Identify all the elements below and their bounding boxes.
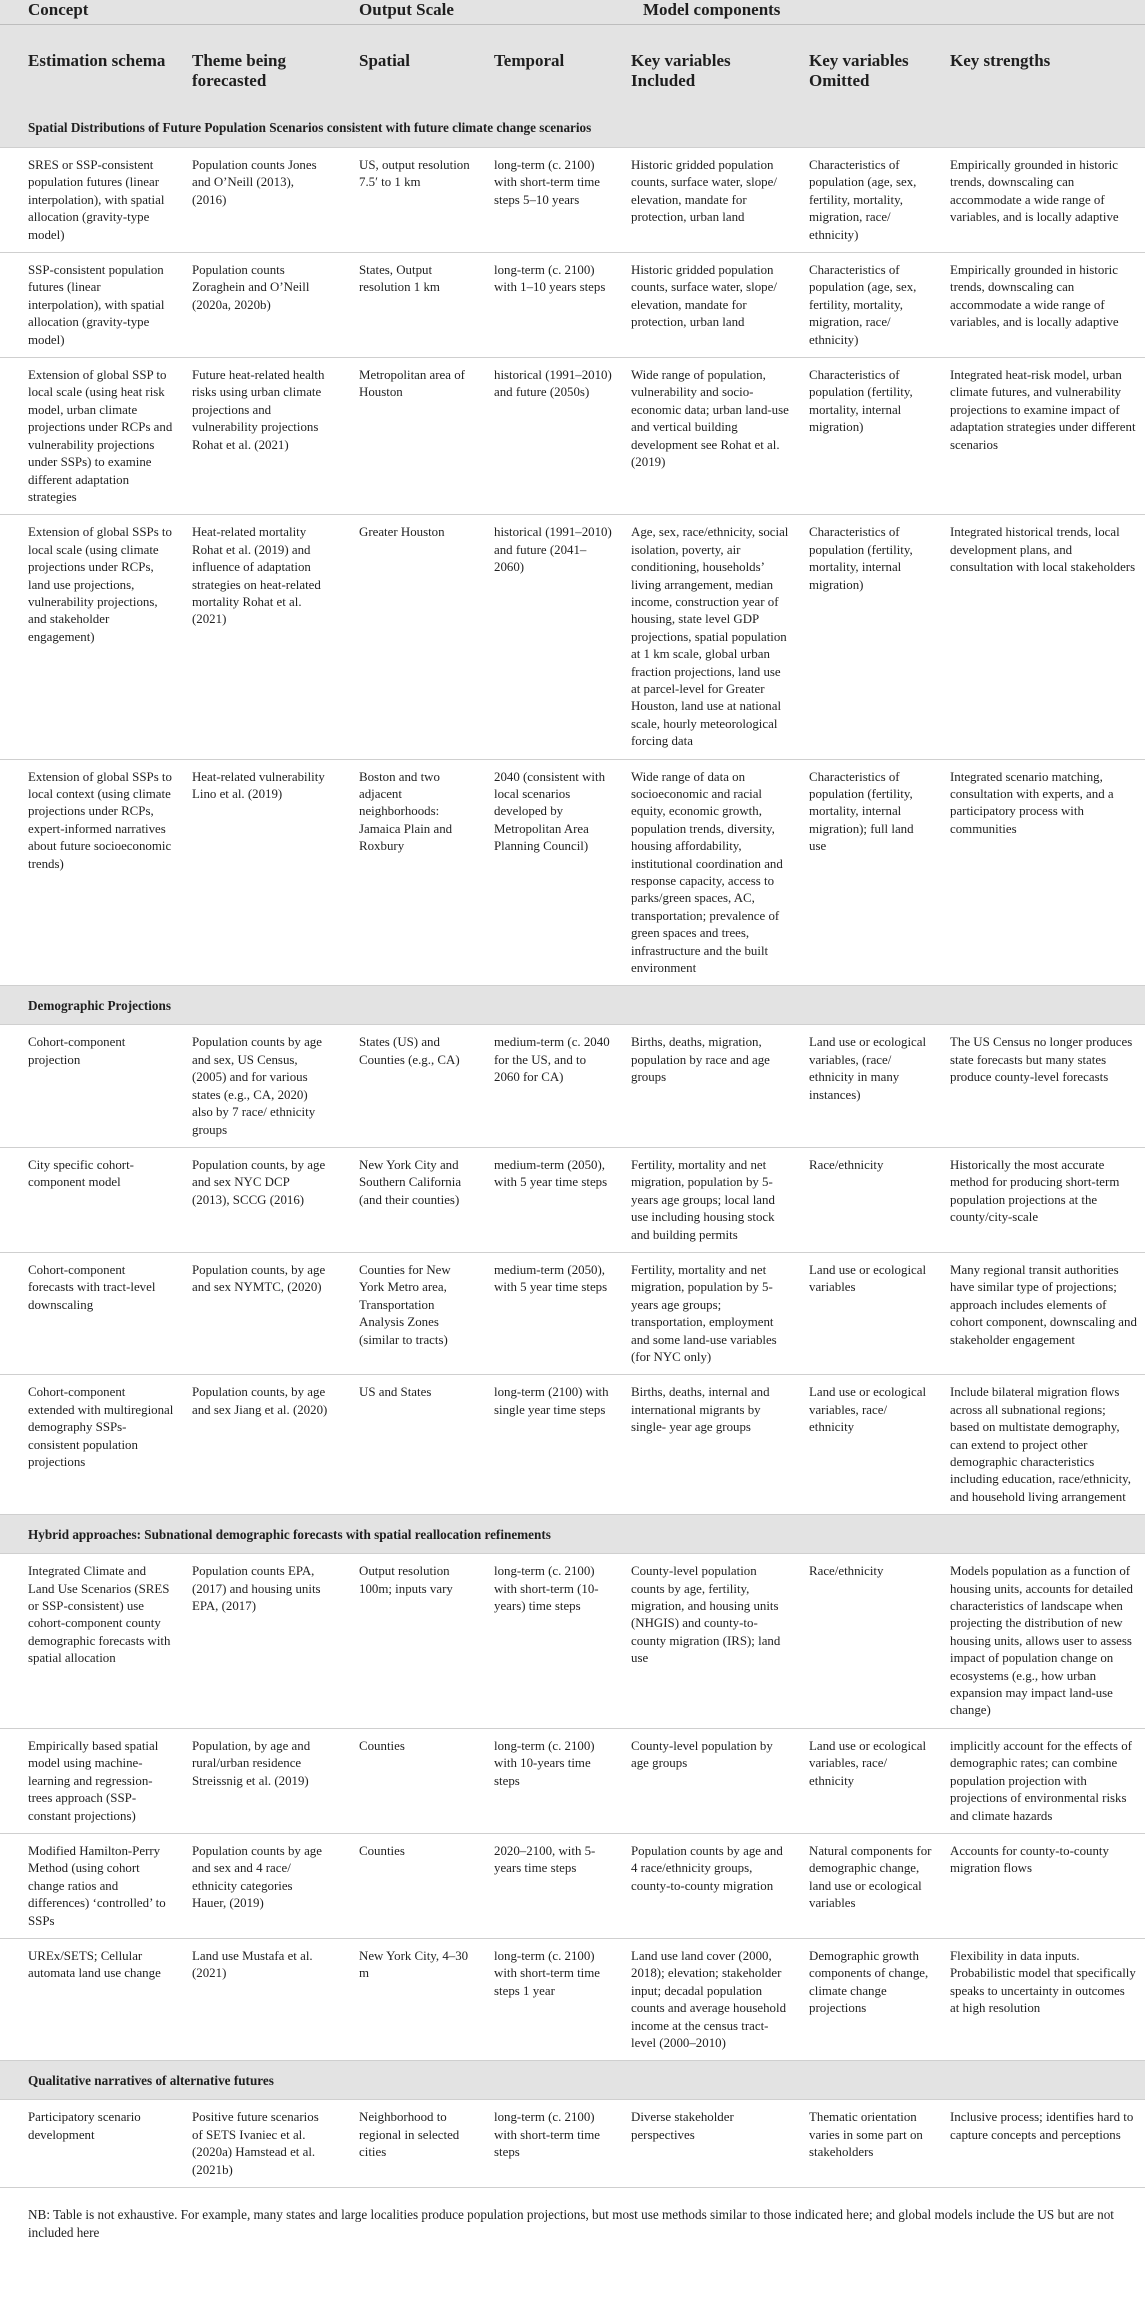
table-cell: Race/ethnicity bbox=[799, 1554, 940, 1729]
table-cell: City specific cohort-component model bbox=[0, 1147, 182, 1252]
table-cell: Characteristics of population (fertility, mortality, internal migration) bbox=[799, 358, 940, 515]
table-row bbox=[0, 1147, 1145, 1252]
table-row bbox=[0, 253, 1145, 358]
table-cell: Land use or ecological variables, race/ ethnicity bbox=[799, 1375, 940, 1515]
table-cell: New York City and Southern California (and their counties) bbox=[337, 1147, 484, 1252]
table-row bbox=[0, 2100, 1145, 2188]
table-row bbox=[0, 1252, 1145, 1374]
table-cell: Counties bbox=[337, 1728, 484, 1833]
table-cell: Integrated Climate and Land Use Scenarios (SRES or SSP-consistent) use cohort-component county demographic forecasts with spatial allocation bbox=[0, 1554, 182, 1729]
table-cell: Models population as a function of housing units, accounts for detailed characteristics of landscape when projecting the distribution of new housing units, allows user to assess impact of population change on ecosystems (e.g., how urban expansion may impact land-use change) bbox=[940, 1554, 1145, 1729]
table-cell: Greater Houston bbox=[337, 515, 484, 759]
table-cell: 2020–2100, with 5-years time steps bbox=[484, 1833, 621, 1938]
table-row bbox=[0, 515, 1145, 759]
table-cell: Land use or ecological variables, (race/ ethnicity in many instances) bbox=[799, 1025, 940, 1147]
column-header: Key variables Included bbox=[621, 25, 799, 110]
table-cell: Cohort-component forecasts with tract-level downscaling bbox=[0, 1252, 182, 1374]
section-title: Spatial Distributions of Future Population Scenarios consistent with future climate change scenarios bbox=[0, 109, 1145, 148]
table-cell: Extension of global SSP to local scale (using heat risk model, urban climate projections under RCPs and vulnerability projections under SSPs) to examine different adaptation strategies bbox=[0, 358, 182, 515]
table-cell: SRES or SSP-consistent population futures (linear interpolation), with spatial allocation (gravity-type model) bbox=[0, 148, 182, 253]
header-group-model-components: Model components bbox=[621, 0, 1145, 25]
table-row bbox=[0, 1938, 1145, 2060]
table-cell: Future heat-related health risks using urban climate projections and vulnerability projections Rohat et al. (2021) bbox=[182, 358, 337, 515]
table-row bbox=[0, 759, 1145, 986]
table-cell: Population counts by age and sex and 4 race/ ethnicity categories Hauer, (2019) bbox=[182, 1833, 337, 1938]
table-cell: Accounts for county-to-county migration flows bbox=[940, 1833, 1145, 1938]
table-cell: Participatory scenario development bbox=[0, 2100, 182, 2188]
table-cell: Wide range of population, vulnerability and socio-economic data; urban land-use and vertical building development see Rohat et al. (2019) bbox=[621, 358, 799, 515]
table-cell: Integrated heat-risk model, urban climate futures, and vulnerability projections to examine impact of adaptation strategies under different scenarios bbox=[940, 358, 1145, 515]
table-cell: medium-term (2050), with 5 year time steps bbox=[484, 1147, 621, 1252]
section-title: Demographic Projections bbox=[0, 986, 1145, 1025]
table-row bbox=[0, 1375, 1145, 1515]
section-header-row bbox=[0, 2061, 1145, 2100]
table-cell: Characteristics of population (fertility, mortality, internal migration); full land use bbox=[799, 759, 940, 986]
table-cell: Thematic orientation varies in some part on stakeholders bbox=[799, 2100, 940, 2188]
table-cell: County-level population counts by age, fertility, migration, and housing units (NHGIS) and county-to-county migration (IRS); land use bbox=[621, 1554, 799, 1729]
table-cell: US, output resolution 7.5′ to 1 km bbox=[337, 148, 484, 253]
table-cell: long-term (2100) with single year time steps bbox=[484, 1375, 621, 1515]
table-cell: Extension of global SSPs to local context (using climate projections under RCPs, expert-informed narratives about future socioeconomic trends) bbox=[0, 759, 182, 986]
table-body bbox=[0, 109, 1145, 2188]
table-cell: UREx/SETS; Cellular automata land use change bbox=[0, 1938, 182, 2060]
table-cell: Integrated historical trends, local development plans, and consultation with local stakeholders bbox=[940, 515, 1145, 759]
table-row bbox=[0, 148, 1145, 253]
table-cell: Population counts Jones and O’Neill (2013), (2016) bbox=[182, 148, 337, 253]
table-cell: Flexibility in data inputs. Probabilistic model that specifically speaks to uncertainty in outcomes at high resolution bbox=[940, 1938, 1145, 2060]
header-group-concept: Concept bbox=[0, 0, 337, 25]
table-cell: long-term (c. 2100) with short-term time steps 5–10 years bbox=[484, 148, 621, 253]
table-row bbox=[0, 1728, 1145, 1833]
table-cell: Land use land cover (2000, 2018); elevation; stakeholder input; decadal population counts and average household income at the census tract-level (2000–2010) bbox=[621, 1938, 799, 2060]
column-header: Temporal bbox=[484, 25, 621, 110]
table-cell: Age, sex, race/ethnicity, social isolation, poverty, air conditioning, households’ living arrangement, median income, construction year of housing, state level GDP projections, spatial population at 1 km scale, global urban fraction projections, land use at parcel-level for Greater Houston, land use at national scale, hourly meteorological forcing data bbox=[621, 515, 799, 759]
table-cell: Boston and two adjacent neighborhoods: Jamaica Plain and Roxbury bbox=[337, 759, 484, 986]
table-cell: Population counts by age and 4 race/ethnicity groups, county-to-county migration bbox=[621, 1833, 799, 1938]
section-header-row bbox=[0, 1515, 1145, 1554]
table-cell: Historically the most accurate method for producing short-term population projections at the county/city-scale bbox=[940, 1147, 1145, 1252]
table-cell: Include bilateral migration flows across all subnational regions; based on multistate demography, can extend to project other demographic characteristics including education, race/ethnicity, and household living arrangement bbox=[940, 1375, 1145, 1515]
table-cell: Population counts, by age and sex NYMTC, (2020) bbox=[182, 1252, 337, 1374]
section-header-row bbox=[0, 109, 1145, 148]
table-cell: Historic gridded population counts, surface water, slope/ elevation, mandate for protection, urban land bbox=[621, 148, 799, 253]
table-cell: Empirically based spatial model using machine-learning and regression-trees approach (SSP-constant projections) bbox=[0, 1728, 182, 1833]
table-row bbox=[0, 1554, 1145, 1729]
table-cell: Births, deaths, internal and international migrants by single- year age groups bbox=[621, 1375, 799, 1515]
table-cell: Modified Hamilton-Perry Method (using cohort change ratios and differences) ‘controlled’ to SSPs bbox=[0, 1833, 182, 1938]
table-cell: Land use Mustafa et al. (2021) bbox=[182, 1938, 337, 2060]
table-cell: Land use or ecological variables bbox=[799, 1252, 940, 1374]
table-cell: County-level population by age groups bbox=[621, 1728, 799, 1833]
table-cell: long-term (c. 2100) with 1–10 years steps bbox=[484, 253, 621, 358]
table-cell: New York City, 4–30 m bbox=[337, 1938, 484, 2060]
table-cell: Demographic growth components of change, climate change projections bbox=[799, 1938, 940, 2060]
table-row bbox=[0, 358, 1145, 515]
column-header: Key variables Omitted bbox=[799, 25, 940, 110]
table-cell: Integrated scenario matching, consultation with experts, and a participatory process with communities bbox=[940, 759, 1145, 986]
table-cell: Empirically grounded in historic trends, downscaling can accommodate a wide range of variables, and is locally adaptive bbox=[940, 148, 1145, 253]
table-cell: US and States bbox=[337, 1375, 484, 1515]
table-row bbox=[0, 1833, 1145, 1938]
table-cell: Empirically grounded in historic trends, downscaling can accommodate a wide range of variables, and is locally adaptive bbox=[940, 253, 1145, 358]
table-cell: 2040 (consistent with local scenarios developed by Metropolitan Area Planning Council) bbox=[484, 759, 621, 986]
table-cell: Land use or ecological variables, race/ ethnicity bbox=[799, 1728, 940, 1833]
table-header bbox=[0, 0, 1145, 109]
header-column-row bbox=[0, 25, 1145, 110]
table-cell: Population counts by age and sex, US Census, (2005) and for various states (e.g., CA, 2020) also by 7 race/ ethnicity groups bbox=[182, 1025, 337, 1147]
table-cell: Neighborhood to regional in selected cities bbox=[337, 2100, 484, 2188]
table-cell: Output resolution 100m; inputs vary bbox=[337, 1554, 484, 1729]
section-title: Qualitative narratives of alternative futures bbox=[0, 2061, 1145, 2100]
column-header: Theme being forecasted bbox=[182, 25, 337, 110]
table-cell: long-term (c. 2100) with short-term (10-years) time steps bbox=[484, 1554, 621, 1729]
section-title: Hybrid approaches: Subnational demographic forecasts with spatial reallocation refinements bbox=[0, 1515, 1145, 1554]
table-cell: Inclusive process; identifies hard to capture concepts and perceptions bbox=[940, 2100, 1145, 2188]
table-cell: SSP-consistent population futures (linear interpolation), with spatial allocation (gravity-type model) bbox=[0, 253, 182, 358]
table-cell: Historic gridded population counts, surface water, slope/ elevation, mandate for protection, urban land bbox=[621, 253, 799, 358]
table-cell: Population, by age and rural/urban residence Streissnig et al. (2019) bbox=[182, 1728, 337, 1833]
table-cell: Characteristics of population (age, sex, fertility, mortality, migration, race/ ethnicity) bbox=[799, 148, 940, 253]
table-cell: States, Output resolution 1 km bbox=[337, 253, 484, 358]
table-cell: Metropolitan area of Houston bbox=[337, 358, 484, 515]
table-cell: Positive future scenarios of SETS Ivaniec et al. (2020a) Hamstead et al. (2021b) bbox=[182, 2100, 337, 2188]
table-cell: implicitly account for the effects of demographic rates; can combine population projection with projections of environmental risks and climate hazards bbox=[940, 1728, 1145, 1833]
table-cell: Diverse stakeholder perspectives bbox=[621, 2100, 799, 2188]
column-header: Spatial bbox=[337, 25, 484, 110]
table-cell: Cohort-component extended with multiregional demography SSPs-consistent population projections bbox=[0, 1375, 182, 1515]
table-cell: Fertility, mortality and net migration, population by 5-years age groups; local land use including housing stock and building permits bbox=[621, 1147, 799, 1252]
table-cell: Population counts EPA, (2017) and housing units EPA, (2017) bbox=[182, 1554, 337, 1729]
table-cell: Population counts, by age and sex NYC DCP (2013), SCCG (2016) bbox=[182, 1147, 337, 1252]
table-cell: medium-term (2050), with 5 year time steps bbox=[484, 1252, 621, 1374]
table-cell: Extension of global SSPs to local scale (using climate projections under RCPs, land use projections, vulnerability projections, and stakeholder engagement) bbox=[0, 515, 182, 759]
section-header-row bbox=[0, 986, 1145, 1025]
table-cell: historical (1991–2010) and future (2050s) bbox=[484, 358, 621, 515]
table-cell: Counties for New York Metro area, Transportation Analysis Zones (similar to tracts) bbox=[337, 1252, 484, 1374]
header-group-row bbox=[0, 0, 1145, 25]
table-cell: Characteristics of population (fertility, mortality, internal migration) bbox=[799, 515, 940, 759]
table-cell: medium-term (c. 2040 for the US, and to 2060 for CA) bbox=[484, 1025, 621, 1147]
table-cell: Race/ethnicity bbox=[799, 1147, 940, 1252]
table-cell: Heat-related vulnerability Lino et al. (2019) bbox=[182, 759, 337, 986]
table-cell: Wide range of data on socioeconomic and racial equity, economic growth, population trends, diversity, housing affordability, institutional coordination and response capacity, access to parks/green spaces, AC, transportation; prevalence of green spaces and trees, infrastructure and the built environment bbox=[621, 759, 799, 986]
table-cell: Many regional transit authorities have similar type of projections; approach includes elements of cohort component, downscaling and stakeholder engagement bbox=[940, 1252, 1145, 1374]
column-header: Estimation schema bbox=[0, 25, 182, 110]
table-cell: Counties bbox=[337, 1833, 484, 1938]
table-cell: Population counts Zoraghein and O’Neill (2020a, 2020b) bbox=[182, 253, 337, 358]
table-cell: Fertility, mortality and net migration, population by 5-years age groups; transportation, employment and some land-use variables (for NYC only) bbox=[621, 1252, 799, 1374]
table-cell: Cohort-component projection bbox=[0, 1025, 182, 1147]
table-cell: long-term (c. 2100) with short-term time steps bbox=[484, 2100, 621, 2188]
table-cell: Population counts, by age and sex Jiang et al. (2020) bbox=[182, 1375, 337, 1515]
table-cell: Births, deaths, migration, population by race and age groups bbox=[621, 1025, 799, 1147]
table-cell: historical (1991–2010) and future (2041–2060) bbox=[484, 515, 621, 759]
table-cell: The US Census no longer produces state forecasts but many states produce county-level forecasts bbox=[940, 1025, 1145, 1147]
table-cell: Natural components for demographic change, land use or ecological variables bbox=[799, 1833, 940, 1938]
table-cell: Heat-related mortality Rohat et al. (2019) and influence of adaptation strategies on heat-related mortality Rohat et al. (2021) bbox=[182, 515, 337, 759]
table-cell: long-term (c. 2100) with short-term time steps 1 year bbox=[484, 1938, 621, 2060]
table-row bbox=[0, 1025, 1145, 1147]
table-cell: States (US) and Counties (e.g., CA) bbox=[337, 1025, 484, 1147]
header-group-output-scale: Output Scale bbox=[337, 0, 621, 25]
table-cell: Characteristics of population (age, sex, fertility, mortality, migration, race/ ethnicity) bbox=[799, 253, 940, 358]
table-cell: long-term (c. 2100) with 10-years time steps bbox=[484, 1728, 621, 1833]
table-footnote: NB: Table is not exhaustive. For example, many states and large localities produce population projections, but most use methods similar to those indicated here; and global models include the US but are not included here bbox=[28, 2207, 1114, 2240]
column-header: Key strengths bbox=[940, 25, 1145, 110]
